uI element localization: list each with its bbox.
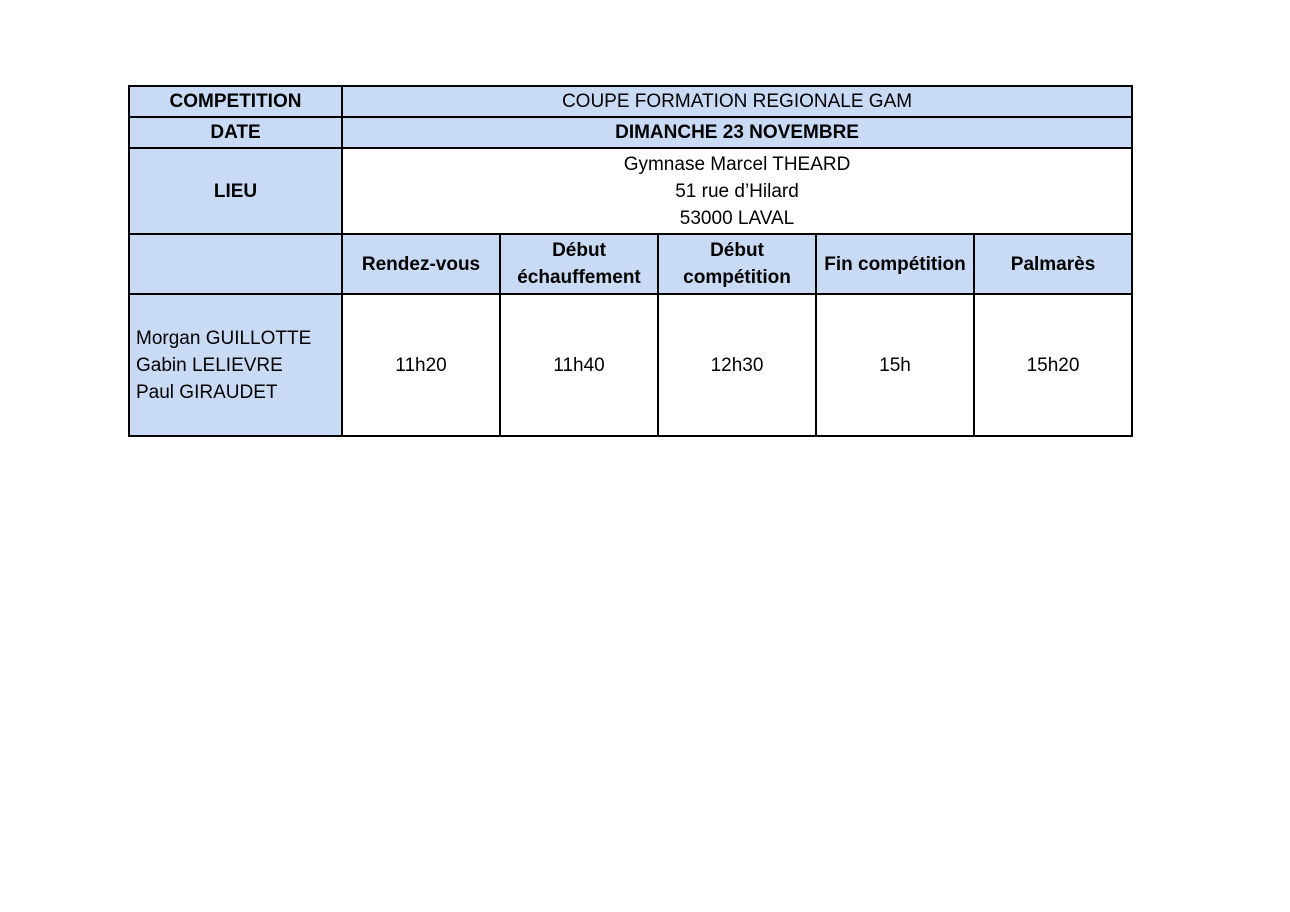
athlete-name: Paul GIRAUDET <box>136 381 278 403</box>
header-debut-echauffement <box>500 234 658 294</box>
header-palmares <box>974 234 1132 294</box>
header-debut-competition-line1: Début <box>710 240 764 261</box>
competition-value: COUPE FORMATION REGIONALE GAM <box>342 86 1132 117</box>
header-debut-echauffement-line1: Début <box>552 240 606 261</box>
schedule-header-row <box>129 234 1132 294</box>
time-rendez-vous: 11h20 <box>342 294 500 436</box>
lieu-city: 53000 LAVAL <box>679 207 795 229</box>
header-rendez-vous <box>342 234 500 294</box>
competition-sheet <box>128 85 1131 437</box>
header-debut-competition <box>658 234 816 294</box>
competition-row <box>129 86 1132 117</box>
header-rendez-vous-text: Rendez-vous <box>361 253 481 275</box>
time-fin-competition: 15h <box>816 294 974 436</box>
date-label: DATE <box>129 117 342 148</box>
schedule-times-row <box>129 294 1132 436</box>
date-value: DIMANCHE 23 NOVEMBRE <box>342 117 1132 148</box>
athlete-name: Gabin LELIEVRE <box>136 354 283 376</box>
athlete-list <box>129 294 342 436</box>
lieu-address <box>342 148 1132 234</box>
date-row <box>129 117 1132 148</box>
header-palmares-text: Palmarès <box>1010 253 1096 275</box>
lieu-label: LIEU <box>129 148 342 234</box>
lieu-row <box>129 148 1132 234</box>
lieu-street: 51 rue d’Hilard <box>675 180 799 202</box>
lieu-venue: Gymnase Marcel THEARD <box>623 153 851 175</box>
header-debut-competition-line2: compétition <box>683 267 791 288</box>
time-palmares: 15h20 <box>974 294 1132 436</box>
competition-table <box>128 85 1133 437</box>
empty-header-cell <box>129 234 342 294</box>
competition-label: COMPETITION <box>129 86 342 117</box>
time-debut-echauffement: 11h40 <box>500 294 658 436</box>
header-fin-competition <box>816 234 974 294</box>
header-debut-echauffement-line2: échauffement <box>517 267 641 288</box>
header-fin-competition-text: Fin compétition <box>824 253 966 275</box>
athlete-name: Morgan GUILLOTTE <box>136 327 312 349</box>
time-debut-competition: 12h30 <box>658 294 816 436</box>
